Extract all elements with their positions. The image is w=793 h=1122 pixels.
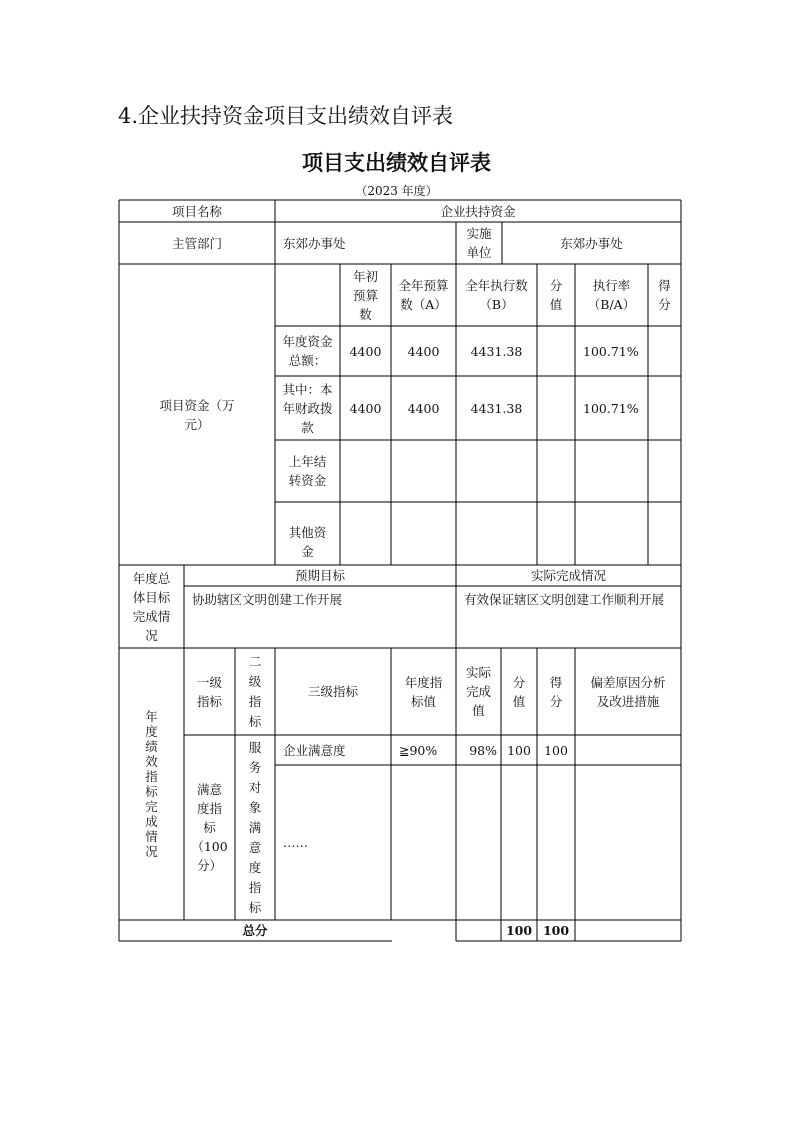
fund-row-executed: 4431.38 bbox=[470, 343, 523, 359]
total-score: 100 bbox=[542, 923, 570, 938]
fund-row-annual: 4400 bbox=[407, 343, 440, 359]
header-executed: 全年执行数（B） bbox=[465, 278, 528, 312]
dept-label: 主管部门 bbox=[171, 235, 222, 251]
fund-row-executed bbox=[456, 440, 537, 502]
indicator-row-deviation bbox=[575, 765, 681, 920]
header-level3: 三级指标 bbox=[307, 684, 358, 699]
header-actual-value: 实际完成值 bbox=[465, 665, 491, 718]
fund-row-score bbox=[648, 376, 681, 440]
total-score-value: 100 bbox=[505, 923, 533, 938]
fund-row-executed: 4431.38 bbox=[470, 400, 523, 416]
header-initial-budget: 年初预算数 bbox=[352, 268, 378, 322]
fund-row-score bbox=[648, 502, 681, 565]
fund-row-score-value bbox=[537, 376, 575, 440]
level2-indicator-value: 服务对象满意度指标 bbox=[248, 739, 262, 915]
fund-row-score bbox=[648, 440, 681, 502]
fund-row-label: 其他资金 bbox=[288, 525, 327, 559]
fund-row-annual: 4400 bbox=[407, 400, 440, 416]
report-year: （2023 年度） bbox=[355, 184, 438, 198]
table-title: 项目支出绩效自评表 bbox=[302, 150, 491, 175]
indicator-row-score: 100 bbox=[544, 742, 568, 758]
header-indicator-score-value: 分值 bbox=[512, 674, 526, 709]
header-deviation: 偏差原因分析及改进措施 bbox=[590, 674, 666, 709]
indicator-row-actual: 98% bbox=[469, 742, 497, 758]
indicator-row-score-value: 100 bbox=[507, 742, 531, 758]
header-annual-target: 年度指标值 bbox=[404, 674, 443, 709]
funds-label: 项目资金（万元） bbox=[159, 397, 235, 432]
goals-label: 年度总体目标完成情况 bbox=[132, 570, 171, 643]
fund-row-score bbox=[648, 326, 681, 376]
header-score-value: 分值 bbox=[549, 278, 563, 312]
fund-row-executed bbox=[456, 502, 537, 565]
indicators-section-label: 年度绩效指标完成情况 bbox=[145, 709, 158, 859]
fund-row-rate bbox=[575, 440, 648, 502]
expected-goal-label: 预期目标 bbox=[294, 568, 345, 583]
indicator-row-score-value bbox=[501, 765, 537, 920]
fund-row-initial: 4400 bbox=[349, 343, 382, 359]
actual-result-value: 有效保证辖区文明创建工作顺利开展 bbox=[464, 592, 665, 607]
fund-row-initial bbox=[340, 440, 391, 502]
header-level1: 一级指标 bbox=[196, 674, 222, 709]
fund-row-initial: 4400 bbox=[349, 400, 382, 416]
fund-row-annual bbox=[391, 502, 456, 565]
total-label: 总分 bbox=[242, 923, 268, 938]
fund-row-label: 上年结转资金 bbox=[288, 454, 327, 488]
fund-row-label: 年度资金总额： bbox=[282, 334, 333, 368]
header-score: 得分 bbox=[658, 278, 671, 312]
indicator-row-annual bbox=[391, 765, 456, 920]
indicator-row-level3: …… bbox=[283, 835, 308, 850]
fund-row-score-value bbox=[537, 502, 575, 565]
indicator-row-actual bbox=[456, 765, 501, 920]
header-level2: 二级指标 bbox=[248, 653, 262, 729]
fund-row-initial bbox=[340, 502, 391, 565]
fund-row-score-value bbox=[537, 440, 575, 502]
fund-row-rate: 100.71% bbox=[583, 343, 639, 359]
expected-goal-value: 协助辖区文明创建工作开展 bbox=[192, 592, 343, 607]
section-heading: 4.企业扶持资金项目支出绩效自评表 bbox=[118, 104, 454, 128]
indicator-row-annual: ≧90% bbox=[399, 742, 438, 758]
fund-row-label: 其中：本年财政拨款 bbox=[282, 381, 333, 435]
header-execution-rate: 执行率（B/A） bbox=[587, 278, 636, 312]
project-name-value: 企业扶持资金 bbox=[440, 203, 516, 219]
actual-result-label: 实际完成情况 bbox=[530, 568, 606, 583]
dept-value: 东郊办事处 bbox=[283, 235, 346, 251]
impl-unit-value: 东郊办事处 bbox=[560, 235, 623, 251]
level1-indicator-value: 满意度指标（100分） bbox=[191, 782, 228, 873]
project-name-label: 项目名称 bbox=[171, 203, 222, 219]
impl-unit-label: 实施单位 bbox=[466, 226, 492, 260]
header-annual-budget: 全年预算数（A） bbox=[398, 278, 449, 312]
fund-row-rate bbox=[575, 502, 648, 565]
fund-row-score-value bbox=[537, 326, 575, 376]
indicator-row-deviation bbox=[575, 735, 681, 765]
fund-row-rate: 100.71% bbox=[583, 400, 639, 416]
indicator-row-score bbox=[537, 765, 575, 920]
indicator-row-level3: 企业满意度 bbox=[283, 742, 346, 758]
header-indicator-score: 得分 bbox=[549, 674, 563, 709]
fund-row-annual bbox=[391, 440, 456, 502]
